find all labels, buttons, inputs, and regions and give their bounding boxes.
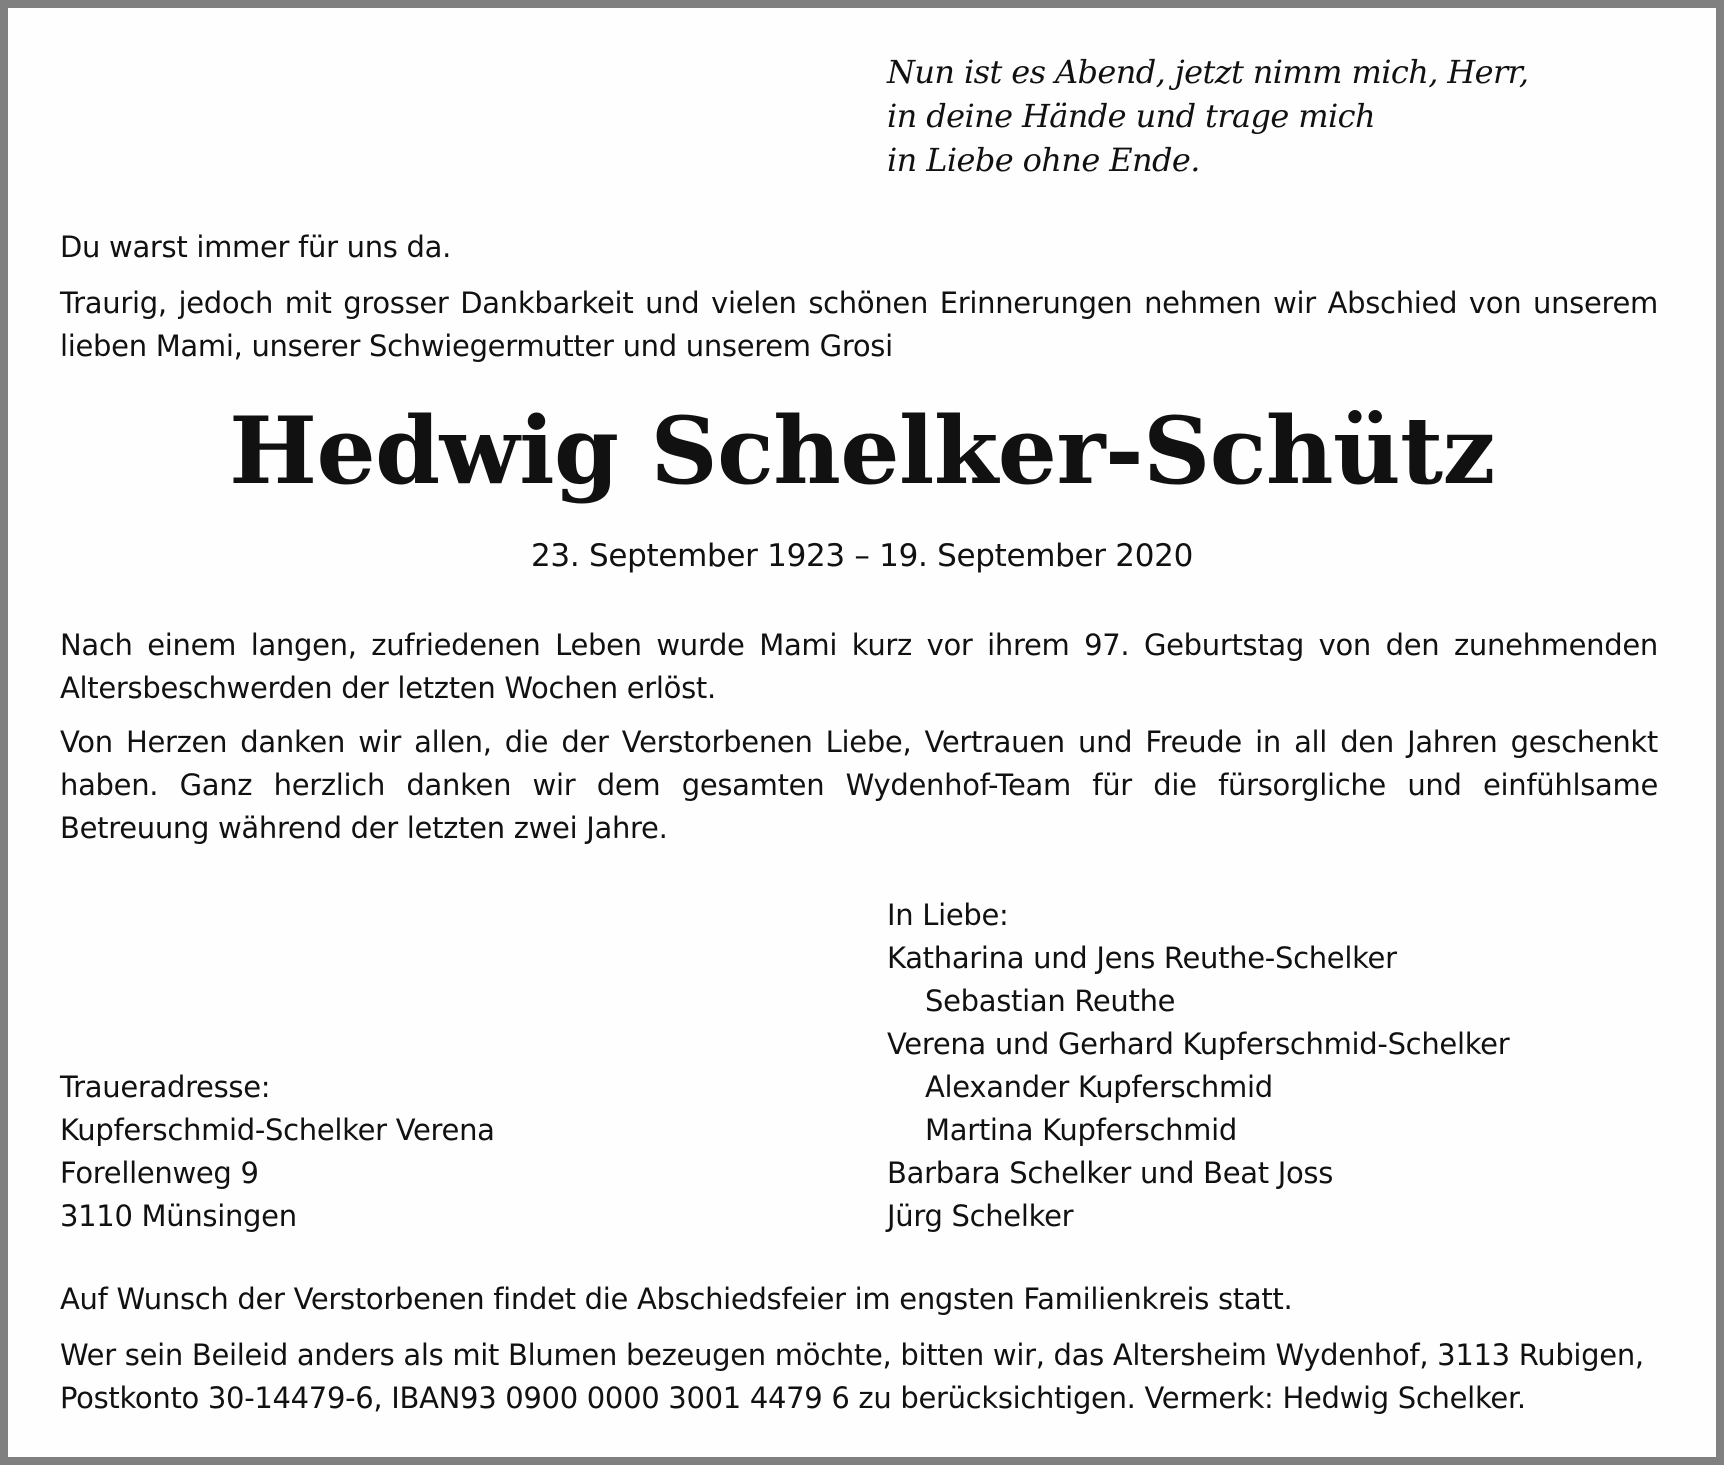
motto-verse bbox=[887, 50, 1528, 182]
life-dates: 23. September 1923 – 19. September 2020 bbox=[530, 538, 1193, 574]
mourners-list bbox=[887, 894, 1509, 1238]
mourner-name: Sebastian Reuthe bbox=[925, 984, 1176, 1018]
address-line: 3110 Münsingen bbox=[60, 1199, 297, 1233]
intro-line: Du warst immer für uns da. bbox=[60, 230, 451, 264]
obituary-page bbox=[8, 8, 1716, 1457]
closing-line-2b: Postkonto 30-14479-6, IBAN93 0900 0000 3001 4479 6 zu berücksichtigen. Vermerk: Hedwig Schelker. bbox=[60, 1381, 1526, 1415]
body-paragraph-1: Nach einem langen, zufriedenen Leben wurde Mami kurz vor ihrem 97. Geburtstag von den zunehmenden Altersbeschwerden der letzten Wochen erlöst. bbox=[60, 628, 1658, 705]
motto-line-1: Nun ist es Abend, jetzt nimm mich, Herr, bbox=[887, 53, 1529, 91]
mourner-name: Jürg Schelker bbox=[887, 1199, 1074, 1233]
mourner-name: Katharina und Jens Reuthe-Schelker bbox=[887, 941, 1397, 975]
intro-paragraph: Traurig, jedoch mit grosser Dankbarkeit und vielen schönen Erinnerungen nehmen wir Abschied von unserem lieben Mami, unserer Schwiegermutter und unserem Grosi bbox=[60, 286, 1658, 363]
closing-line-1: Auf Wunsch der Verstorbenen findet die Abschiedsfeier im engsten Familienkreis statt. bbox=[60, 1282, 1293, 1316]
address-line: Forellenweg 9 bbox=[60, 1156, 259, 1190]
deceased-name: Hedwig Schelker-Schütz bbox=[229, 396, 1495, 505]
mourner-name: Verena und Gerhard Kupferschmid-Schelker bbox=[887, 1027, 1510, 1061]
body-paragraph-2: Von Herzen danken wir allen, die der Verstorbenen Liebe, Vertrauen und Freude in all den Jahren geschenkt haben. Ganz herzlich danken wir dem gesamten Wydenhof-Team für die fürsorgliche und einfühlsame Betreuung während der letzten zwei Jahre. bbox=[60, 725, 1658, 845]
motto-line-3: in Liebe ohne Ende. bbox=[887, 141, 1200, 179]
motto-line-2: in deine Hände und trage mich bbox=[887, 97, 1375, 135]
mourner-name: Alexander Kupferschmid bbox=[925, 1070, 1273, 1104]
mourners-heading: In Liebe: bbox=[887, 898, 1009, 932]
closing-line-2a: Wer sein Beileid anders als mit Blumen bezeugen möchte, bitten wir, das Altersheim Wydenhof, 3113 Rubigen, bbox=[60, 1338, 1644, 1372]
address-line: Kupferschmid-Schelker Verena bbox=[60, 1113, 495, 1147]
mourner-name: Barbara Schelker und Beat Joss bbox=[887, 1156, 1334, 1190]
mourning-address bbox=[60, 1066, 495, 1238]
address-heading: Traueradresse: bbox=[60, 1070, 271, 1104]
mourner-name: Martina Kupferschmid bbox=[925, 1113, 1237, 1147]
